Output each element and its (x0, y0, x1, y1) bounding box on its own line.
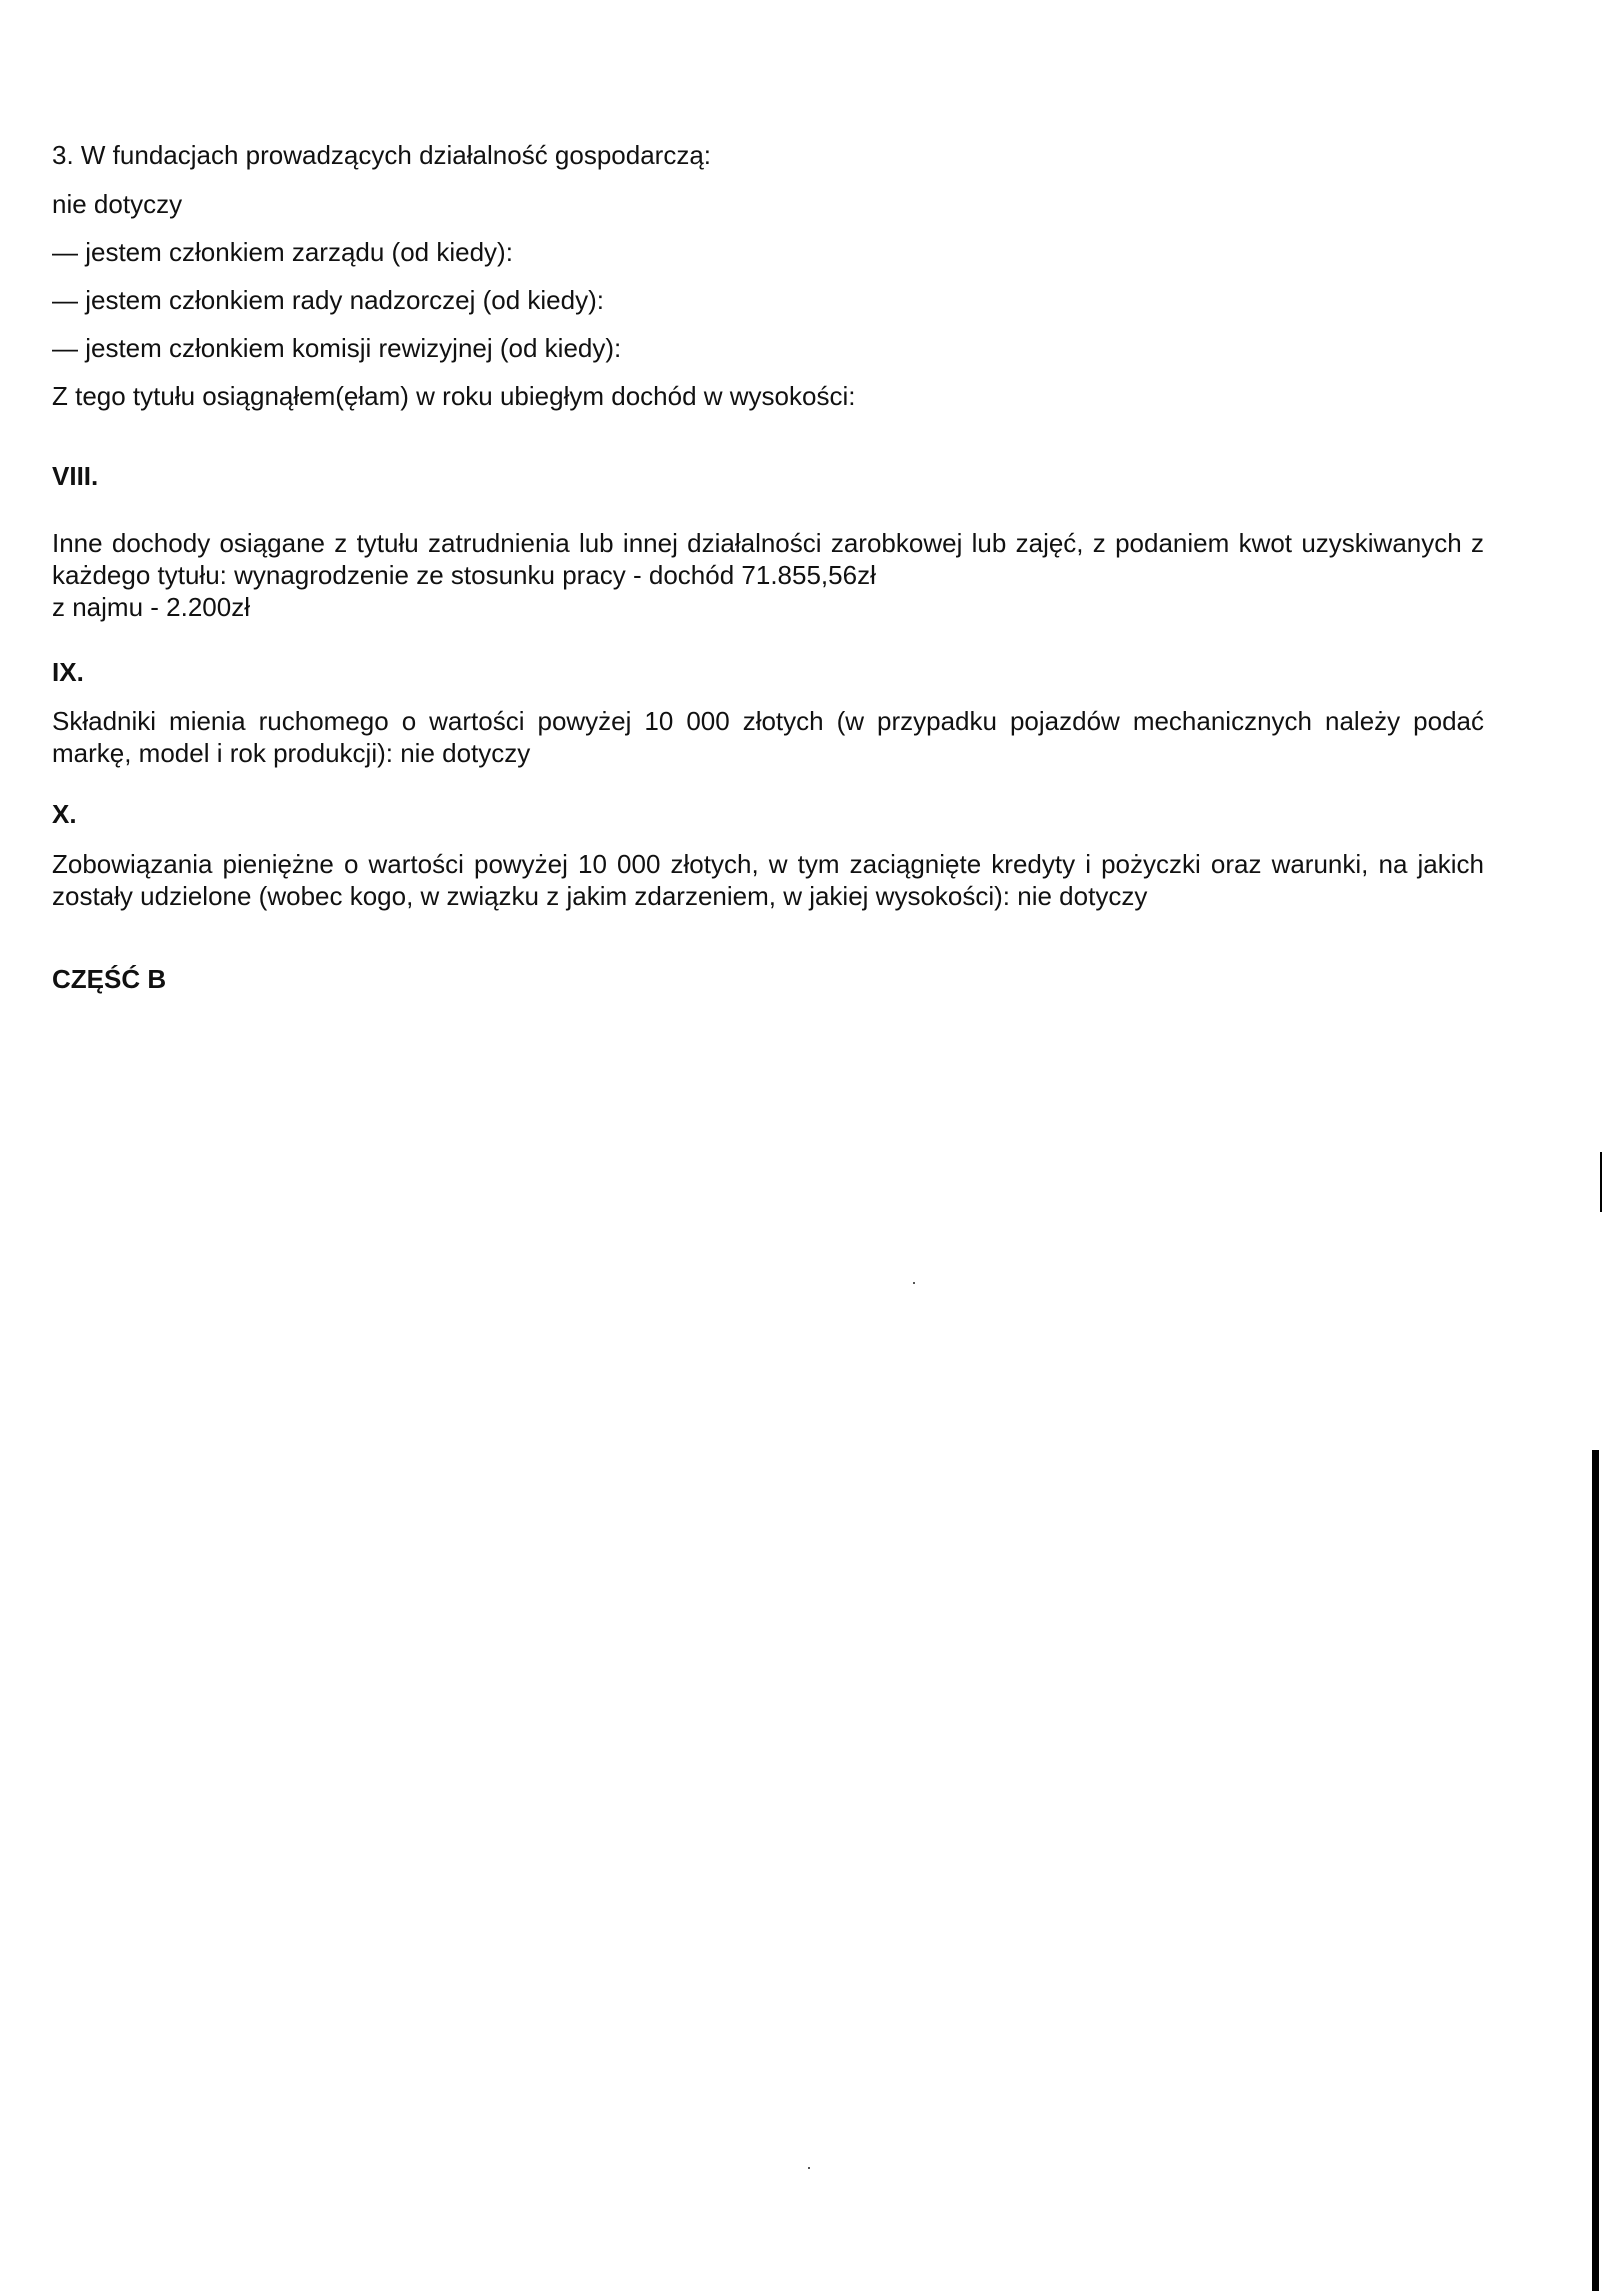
board-membership-line: — jestem członkiem zarządu (od kiedy): (52, 237, 513, 267)
section-viii-paragraph: Inne dochody osiągane z tytułu zatrudnienia lub innej działalności zarobkowej lub zajęć, z podaniem kwot uzyskiwanych z każdego tytułu: wynagrodzenie ze stosunku pracy - dochód 71.855,56zł (52, 528, 1484, 590)
section-ix-text: Składniki mienia ruchomego o wartości powyżej 10 000 złotych (w przypadku pojazdów mechanicznych należy podać markę, model i rok produkcji): nie dotyczy (52, 706, 1484, 768)
section-viii-text (52, 527, 1484, 623)
section-ix-heading: IX. (52, 657, 84, 687)
part-b-heading: CZĘŚĆ B (52, 964, 167, 994)
income-line: Z tego tytułu osiągnąłem(ęłam) w roku ubiegłym dochód w wysokości: (52, 381, 856, 411)
section-x-text: Zobowiązania pieniężne o wartości powyżej 10 000 złotych, w tym zaciągnięte kredyty i pożyczki oraz warunki, na jakich zostały udzielone (wobec kogo, w związku z jakim zdarzeniem, w jakiej wysokości): nie dotyczy (52, 849, 1484, 911)
section-viii-heading: VIII. (52, 461, 99, 491)
scan-edge-mark-upper (1600, 1152, 1602, 1212)
supervisory-board-line: — jestem członkiem rady nadzorczej (od kiedy): (52, 285, 604, 315)
section-x-heading: X. (52, 799, 77, 829)
section-vii-3-title: 3. W fundacjach prowadzących działalność gospodarczą: (52, 140, 712, 170)
section-vii-3-status: nie dotyczy (52, 189, 183, 219)
scan-edge-bar (1592, 1450, 1599, 2291)
scan-speck (913, 1282, 915, 1284)
scan-speck-bottom (808, 2167, 810, 2169)
section-viii-rental-income: z najmu - 2.200zł (52, 592, 250, 622)
audit-committee-line: — jestem członkiem komisji rewizyjnej (od kiedy): (52, 333, 622, 363)
